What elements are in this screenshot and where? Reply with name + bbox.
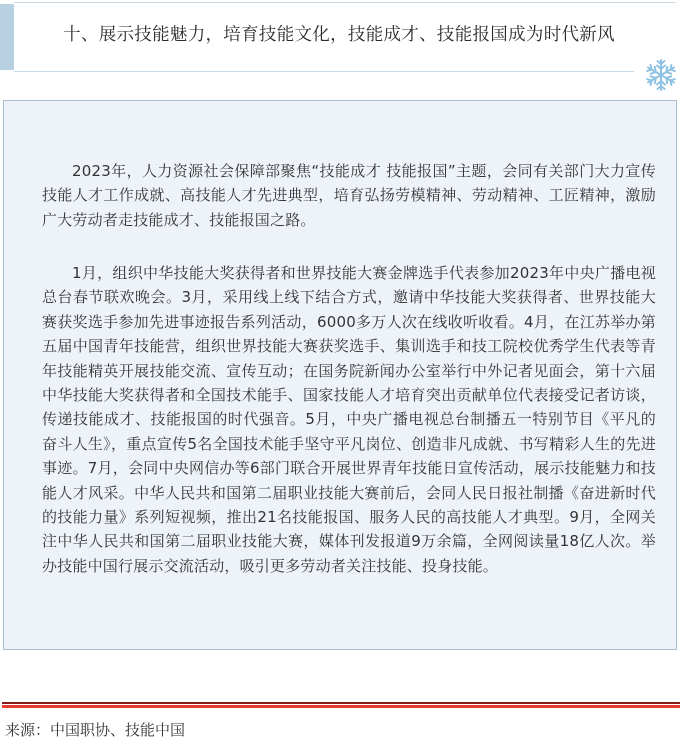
section-title: 十、展示技能魅力，培育技能文化，技能成才、技能报国成为时代新风 xyxy=(63,25,615,45)
source-attribution: 来源：中国职协、技能中国 xyxy=(5,721,186,739)
header-bottom-border xyxy=(14,71,634,72)
section-header xyxy=(0,0,684,72)
header-accent-bar xyxy=(0,4,14,70)
footer-divider-red xyxy=(2,705,680,708)
content-box xyxy=(3,100,677,650)
paragraph-events: 1月，组织中华技能大奖获得者和世界技能大赛金牌选手代表参加2023年中央广播电视总台春节联欢晚会。3月，采用线上线下结合方式，邀请中华技能大奖获得者、世界技能大赛获奖选手参加先进事迹报告系列活动，6000多万人次在线收听收看。4月，在江苏举办第五届中国青年技能营，组织世界技能大赛获奖选手、集训选手和技工院校优秀学生代表等青年技能精英开展技能交流、宣传互动；在国务院新闻办公室举行中外记者见面会，第十六届中华技能大奖获得者和全国技术能手、国家技能人才培育突出贡献单位代表接受记者访谈，传递技能成才、技能报国的时代强音。5月，中央广播电视总台制播五一特别节目《平凡的奋斗人生》，重点宣传5名全国技术能手坚守平凡岗位、创造非凡成就、书写精彩人生的先进事迹。7月，会同中央网信办等6部门联合开展世界青年技能日宣传活动，展示技能魅力和技能人才风采。中华人民共和国第二届职业技能大赛前后，会同人民日报社制播《奋进新时代的技能力量》系列短视频，推出21名技能报国、服务人民的高技能人才典型。9月，全网关注中华人民共和国第二届职业技能大赛，媒体刊发报道9万余篇，全网阅读量18亿人次。举办技能中国行展示交流活动，吸引更多劳动者关注技能、投身技能。 xyxy=(42,264,656,575)
paragraph-intro: 2023年，人力资源社会保障部聚焦“技能成才 技能报国”主题，会同有关部门大力宣传技能人才工作成就、高技能人才先进典型，培育弘扬劳模精神、劳动精神、工匠精神，激励广大劳动者走技能成才、技能报国之路。 xyxy=(42,162,656,229)
footer-divider-dark xyxy=(2,702,680,704)
header-top-border xyxy=(14,2,676,3)
snowflake-icon xyxy=(644,58,678,92)
